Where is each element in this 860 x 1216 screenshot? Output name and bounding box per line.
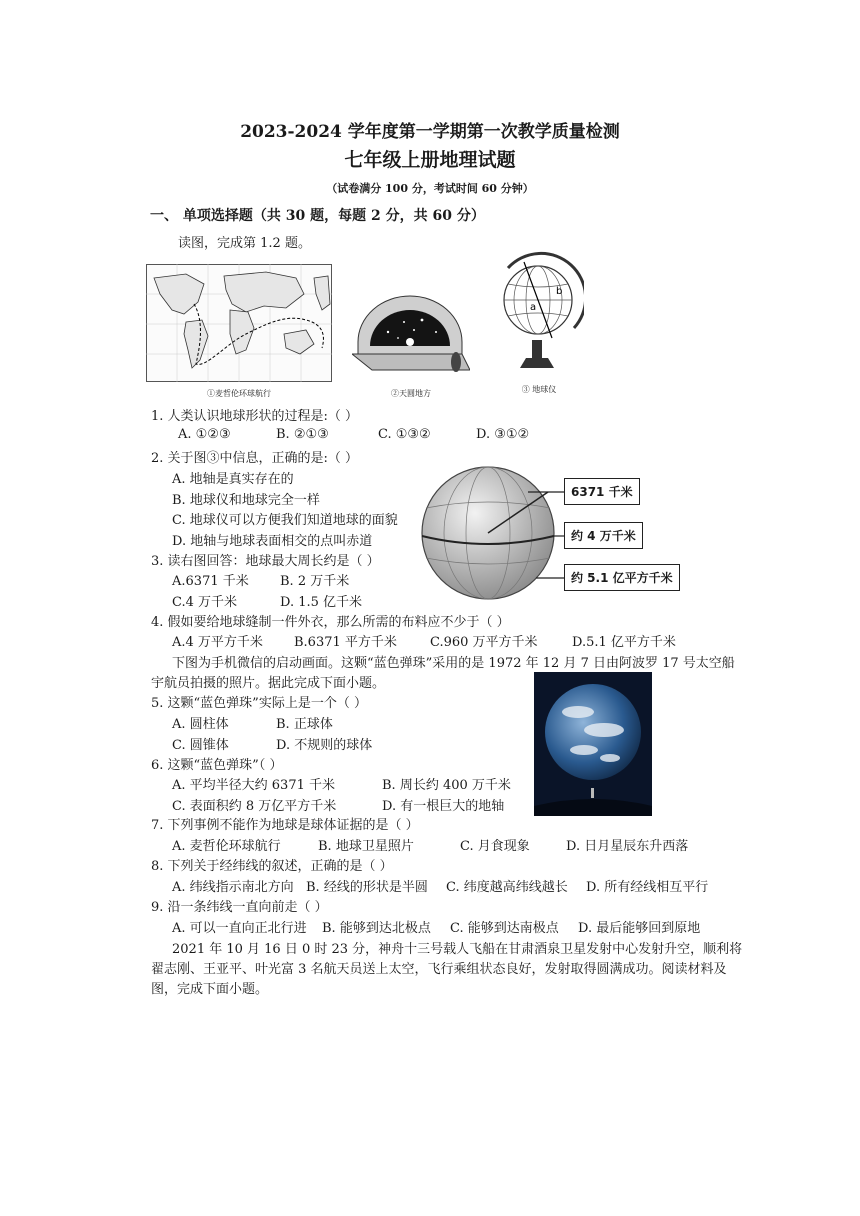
figure-3-caption: ③ 地球仪 xyxy=(521,385,557,394)
q2-option-a: A. 地轴是真实存在的 xyxy=(172,472,294,487)
q8-option-c: C. 纬度越高纬线越长 xyxy=(446,880,568,895)
q4-option-d: D.5.1 亿平方千米 xyxy=(572,635,676,650)
q1-option-c: C. ①③② xyxy=(378,427,431,442)
q3-option-a: A.6371 千米 xyxy=(172,574,249,589)
q2-option-b: B. 地球仪和地球完全一样 xyxy=(172,493,320,508)
q8-option-d: D. 所有经线相互平行 xyxy=(586,880,709,895)
q7-option-c: C. 月食现象 xyxy=(460,839,530,854)
globe-label-b: b xyxy=(556,286,563,297)
q9-option-c: C. 能够到达南极点 xyxy=(450,921,559,936)
figure-heaven-earth xyxy=(352,292,470,396)
q6-option-c: C. 表面积约 8 万亿平方千米 xyxy=(172,799,337,814)
world-map-image xyxy=(146,264,332,382)
question-1-stem: 1. 人类认识地球形状的过程是:（ ） xyxy=(151,409,359,424)
q3-option-d: D. 1.5 亿千米 xyxy=(280,595,363,610)
q3-option-c: C.4 万千米 xyxy=(172,595,238,610)
figure-2-caption: ②天圆地方 xyxy=(391,389,431,398)
question-7-stem: 7. 下列事例不能作为地球是球体证据的是（ ） xyxy=(151,818,419,833)
earth-area-label: 约 5.1 亿平方千米 xyxy=(564,564,680,591)
exam-note: （试卷满分 100 分，考试时间 60 分钟） xyxy=(326,182,534,195)
q7-option-a: A. 麦哲伦环球航行 xyxy=(172,839,281,854)
q4-option-c: C.960 万平方千米 xyxy=(430,635,538,650)
figure-earth-dimensions xyxy=(420,448,680,618)
q6-option-d: D. 有一根巨大的地轴 xyxy=(382,799,505,814)
blue-marble-photo xyxy=(534,672,652,816)
question-2-stem: 2. 关于图③中信息，正确的是:（ ） xyxy=(151,451,359,466)
q4-option-b: B.6371 平方千米 xyxy=(294,635,397,650)
exam-subtitle: 七年级上册地理试题 xyxy=(344,149,516,171)
q5-option-d: D. 不规则的球体 xyxy=(276,738,373,753)
passage-2-line-3: 图，完成下面小题。 xyxy=(151,982,269,997)
q2-option-c: C. 地球仪可以方便我们知道地球的面貌 xyxy=(172,513,398,528)
question-9-stem: 9. 沿一条纬线一直向前走（ ） xyxy=(151,900,328,915)
question-5-stem: 5. 这颗“蓝色弹珠”实际上是一个（ ） xyxy=(151,696,367,711)
globe-label-a: a xyxy=(530,302,537,313)
q4-option-a: A.4 万平方千米 xyxy=(172,635,263,650)
earth-radius-label: 6371 千米 xyxy=(564,478,640,505)
section-intro: 读图，完成第 1.2 题。 xyxy=(178,236,311,251)
q2-option-d: D. 地轴与地球表面相交的点叫赤道 xyxy=(172,534,373,549)
passage-1-line-2: 宇航员拍摄的照片。据此完成下面小题。 xyxy=(151,676,386,691)
q5-option-c: C. 圆锥体 xyxy=(172,738,229,753)
q6-option-a: A. 平均半径大约 6371 千米 xyxy=(172,778,336,793)
figure-magellan-map xyxy=(146,264,332,396)
figure-globe xyxy=(494,250,584,398)
passage-2-line-2: 翟志刚、王亚平、叶光富 3 名航天员送上太空，飞行乘组状态良好，发射取得圆满成功。阅读材料及 xyxy=(151,962,727,977)
q9-option-b: B. 能够到达北极点 xyxy=(322,921,431,936)
globe-image xyxy=(494,250,584,380)
earth-circumference-label: 约 4 万千米 xyxy=(564,522,643,549)
passage-2-line-1: 2021 年 10 月 16 日 0 时 23 分，神舟十三号载人飞船在甘肃酒泉卫星发射中心发射升空，顺利将 xyxy=(172,942,743,957)
q7-option-b: B. 地球卫星照片 xyxy=(318,839,414,854)
q8-option-a: A. 纬线指示南北方向 xyxy=(172,880,294,895)
q7-option-d: D. 日月星辰东升西落 xyxy=(566,839,689,854)
question-3-stem: 3. 读右图回答：地球最大周长约是（ ） xyxy=(151,554,380,569)
q6-option-b: B. 周长约 400 万千米 xyxy=(382,778,511,793)
q9-option-d: D. 最后能够回到原地 xyxy=(578,921,701,936)
q9-option-a: A. 可以一直向正北行进 xyxy=(172,921,307,936)
q3-option-b: B. 2 万千米 xyxy=(280,574,350,589)
question-4-stem: 4. 假如要给地球缝制一件外衣，那么所需的布料应不少于（ ） xyxy=(151,615,510,630)
blue-marble-image xyxy=(534,672,652,816)
q1-option-a: A. ①②③ xyxy=(178,427,231,442)
exam-title: 2023-2024 学年度第一学期第一次教学质量检测 xyxy=(240,122,620,142)
q5-option-a: A. 圆柱体 xyxy=(172,717,229,732)
question-6-stem: 6. 这颗“蓝色弹珠”（ ） xyxy=(151,758,283,773)
q1-option-d: D. ③①② xyxy=(476,427,530,442)
passage-1-line-1: 下图为手机微信的启动画面。这颗“蓝色弹珠”采用的是 1972 年 12 月 7 日由阿波罗 17 号太空船 xyxy=(172,656,735,671)
section-heading: 一、 单项选择题（共 30 题，每题 2 分，共 60 分） xyxy=(150,208,485,224)
figure-1-caption: ①麦哲伦环球航行 xyxy=(207,389,271,398)
q5-option-b: B. 正球体 xyxy=(276,717,333,732)
q8-option-b: B. 经线的形状是半圆 xyxy=(306,880,428,895)
heaven-earth-image xyxy=(352,292,470,380)
question-8-stem: 8. 下列关于经纬线的叙述，正确的是（ ） xyxy=(151,859,393,874)
q1-option-b: B. ②①③ xyxy=(276,427,329,442)
